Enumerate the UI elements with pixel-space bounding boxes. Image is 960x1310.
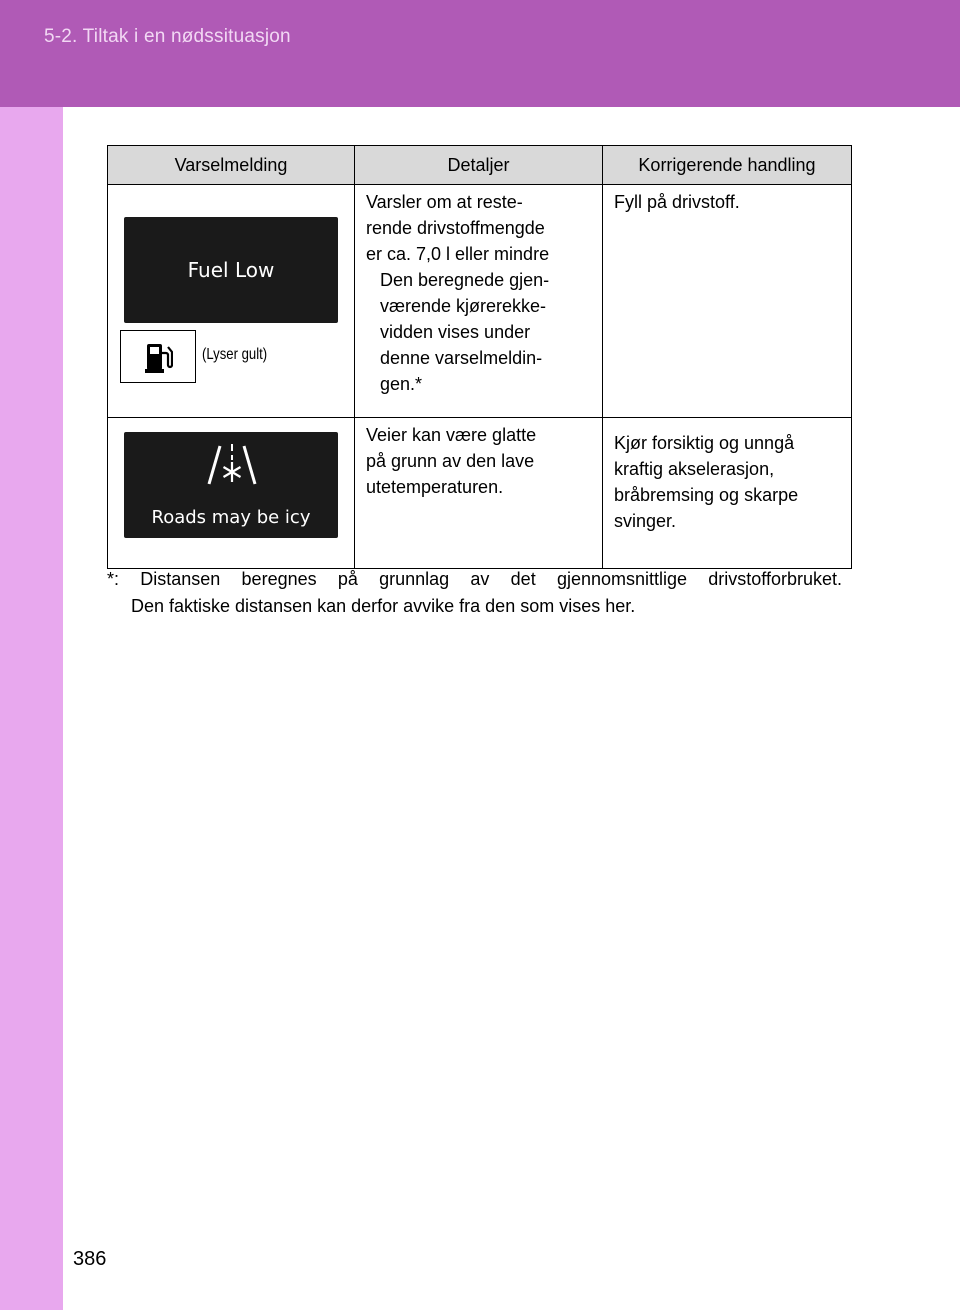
column-header-action: Korrigerende handling: [603, 146, 852, 185]
details-line: rende drivstoffmengde: [366, 218, 545, 238]
column-header-details: Detaljer: [355, 146, 603, 185]
table-row: [108, 418, 852, 569]
warning-cell: [108, 418, 355, 569]
details-sub-line: gen.*: [380, 374, 423, 394]
warning-cell: [108, 185, 355, 418]
details-line: er ca. 7,0 l eller mindre: [366, 244, 550, 264]
footnote-continuation: Den faktiske distansen kan derfor avvike fra den som vises her.: [131, 596, 636, 616]
details-sub-line: værende kjørerekke-: [380, 296, 547, 316]
display-text: Roads may be icy: [151, 507, 311, 528]
fuel-low-display: [124, 217, 338, 323]
table-row: [108, 185, 852, 418]
details-cell: [355, 418, 603, 569]
action-cell: [603, 185, 852, 418]
details-line: Varsler om at reste-: [366, 192, 523, 212]
column-header-warning: Varselmelding: [108, 146, 355, 185]
footnote-line: [107, 566, 842, 593]
action-cell: [603, 418, 852, 569]
action-line: kraftig akselerasjon,: [614, 459, 775, 479]
details-line: Veier kan være glatte: [366, 425, 537, 445]
action-line: svinger.: [614, 511, 677, 531]
table-header-row: [108, 146, 852, 185]
icy-roads-display: [124, 432, 338, 538]
page-number: 386: [73, 1248, 107, 1270]
action-line: bråbremsing og skarpe: [614, 485, 799, 505]
indicator-note: (Lyser gult): [202, 346, 268, 363]
details-sub-line: vidden vises under: [380, 322, 531, 342]
action-line: Kjør forsiktig og unngå: [614, 433, 795, 453]
details-line: utetemperaturen.: [366, 477, 504, 497]
header-band: [0, 0, 960, 107]
side-band: [0, 107, 63, 1310]
display-text: Fuel Low: [187, 258, 275, 282]
footnote-marker: *:: [107, 569, 120, 589]
icy-road-icon: [206, 440, 258, 488]
action-text: Fyll på drivstoff.: [614, 192, 740, 212]
details-sub-line: Den beregnede gjen-: [380, 270, 550, 290]
warning-table: [107, 145, 852, 569]
details-line: på grunn av den lave: [366, 451, 535, 471]
details-sub-line: denne varselmeldin-: [380, 348, 543, 368]
fuel-pump-icon: [145, 341, 173, 373]
details-cell: [355, 185, 603, 418]
footnote: [107, 566, 842, 620]
section-title: 5-2. Tiltak i en nødssituasjon: [44, 26, 291, 47]
footnote-text: Distansen beregnes på grunnlag av det gjennomsnittlige drivstofforbruket.: [140, 569, 842, 589]
indicator-box: [120, 330, 196, 383]
